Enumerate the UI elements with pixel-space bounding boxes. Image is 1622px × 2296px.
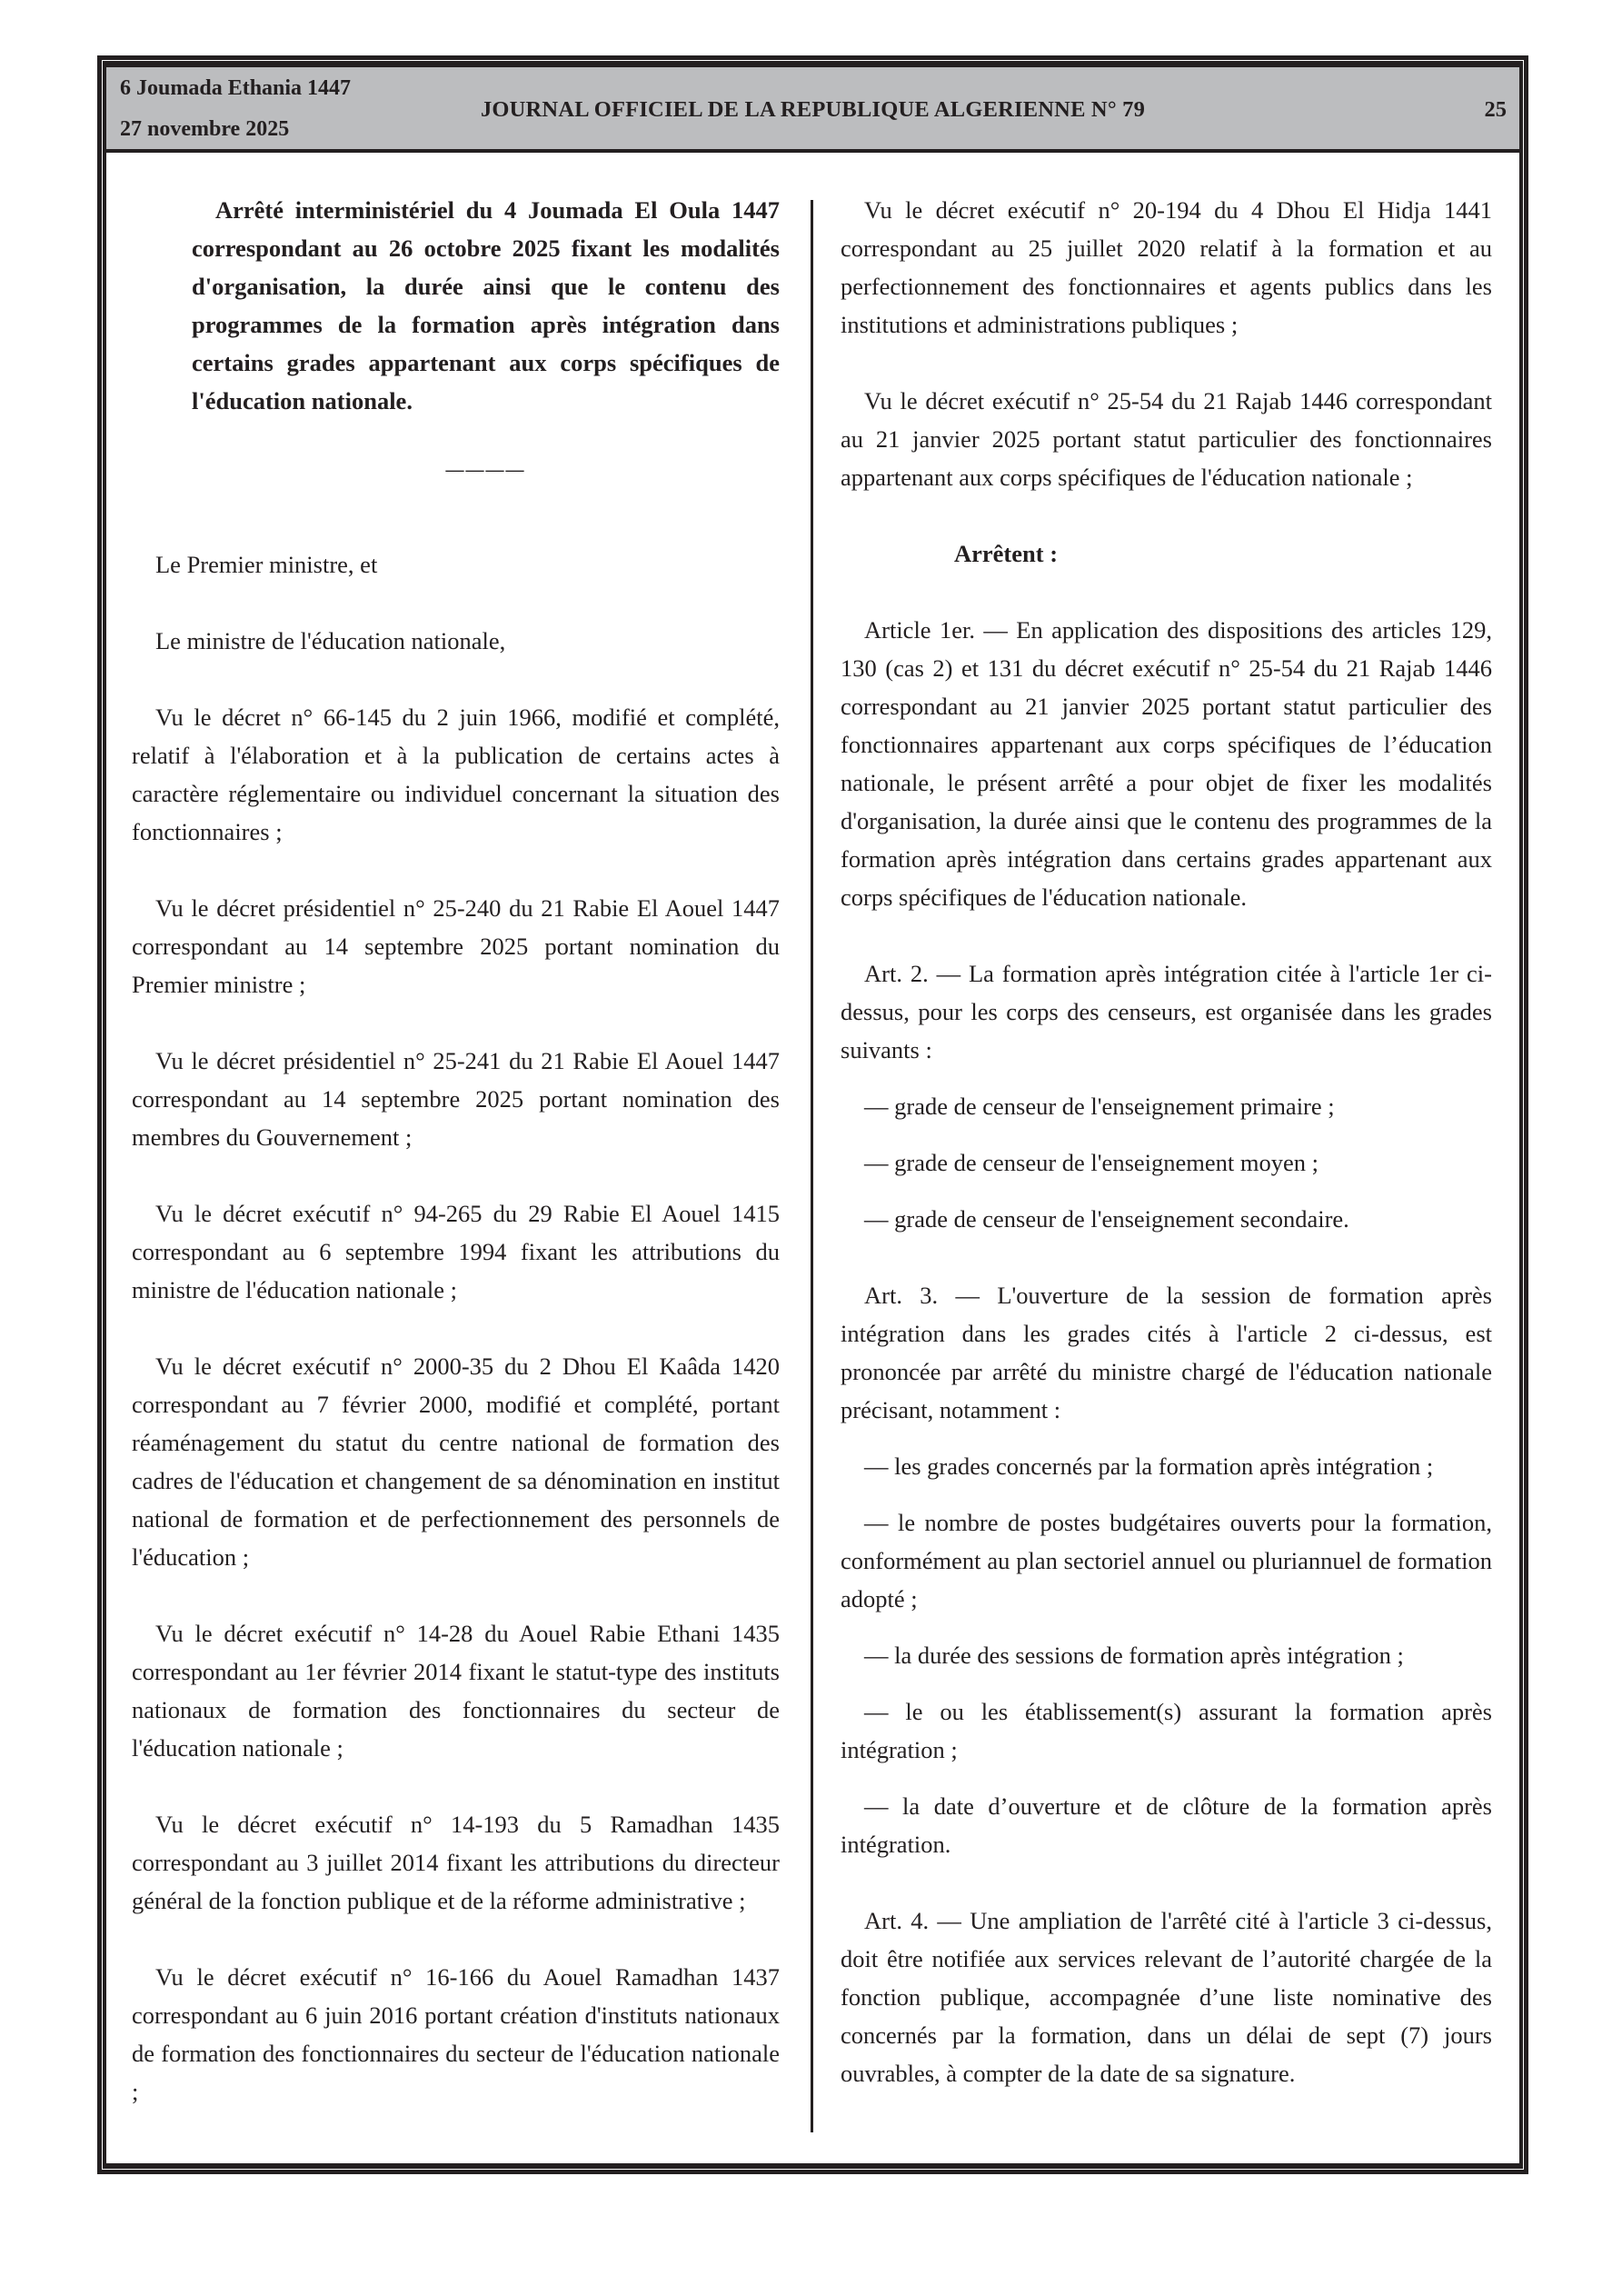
- article-4: Art. 4. — Une ampliation de l'arrêté cité à l'article 3 ci-dessus, doit être notifiée aux services relevant de l’autorité chargée de la fonction publique, accompagnée d’une liste nominative des concernés par la formation, dans un délai de sept (7) jours ouvrables, à compter de la date de sa signature.: [841, 1907, 1492, 2087]
- paragraph-preamble-2: Le ministre de l'éducation nationale,: [155, 627, 506, 654]
- article-2-intro: Art. 2. — La formation après intégration citée à l'article 1er ci-dessus, pour les corps des censeurs, est organisée dans les grades suivants :: [841, 960, 1492, 1063]
- visa-paragraph: Vu le décret exécutif n° 25-54 du 21 Rajab 1446 correspondant au 21 janvier 2025 portant statut particulier des fonctionnaires appartenant aux corps spécifiques de l'éducation nationale ;: [841, 387, 1492, 491]
- header-gregorian-date: 27 novembre 2025: [120, 117, 290, 141]
- page-number: 25: [1484, 97, 1507, 122]
- right-column: [841, 191, 1492, 2131]
- article-3-list-item: — le ou les établissement(s) assurant la formation après intégration ;: [841, 1698, 1492, 1763]
- visa-paragraph: Vu le décret n° 66-145 du 2 juin 1966, modifié et complété, relatif à l'élaboration et à la publication de certains actes à caractère réglementaire ou individuel concernant la situation des fonctionnaires ;: [132, 704, 780, 845]
- visa-paragraph: Vu le décret exécutif n° 16-166 du Aouel Ramadhan 1437 correspondant au 6 juin 2016 portant création d'instituts nationaux de formation des fonctionnaires du secteur de l'éducation nationale ;: [132, 1963, 780, 2105]
- article-3-list-item: — la date d’ouverture et de clôture de la formation après intégration.: [841, 1792, 1492, 1858]
- arretent-heading: Arrêtent :: [954, 540, 1059, 567]
- page-header: [106, 63, 1519, 153]
- article-2-list-item: — grade de censeur de l'enseignement secondaire.: [864, 1205, 1349, 1233]
- visa-paragraph: Vu le décret exécutif n° 14-193 du 5 Ramadhan 1435 correspondant au 3 juillet 2014 fixant les attributions du directeur général de la fonction publique et de la réforme administrative ;: [132, 1811, 780, 1914]
- title-separator: ————: [445, 460, 526, 480]
- article-3-intro: Art. 3. — L'ouverture de la session de formation après intégration dans les grades cités à l'article 2 ci-dessus, est prononcée par arrêté du ministre chargé de l'éducation nationale précisant, notamment :: [841, 1282, 1492, 1423]
- column-divider: [811, 200, 813, 2132]
- header-hijri-date: 6 Joumada Ethania 1447: [120, 76, 352, 100]
- visa-paragraph: Vu le décret exécutif n° 20-194 du 4 Dhou El Hidja 1441 correspondant au 25 juillet 2020 relatif à la formation et au perfectionnement des fonctionnaires et agents publics dans les institutions et administrations publiques ;: [841, 196, 1492, 338]
- article-2-list-item: — grade de censeur de l'enseignement moyen ;: [864, 1149, 1318, 1176]
- paragraph-preamble-1: Le Premier ministre, et: [155, 551, 378, 578]
- visa-paragraph: Vu le décret présidentiel n° 25-241 du 21 Rabie El Aouel 1447 correspondant au 14 septembre 2025 portant nomination des membres du Gouvernement ;: [132, 1047, 780, 1151]
- visa-paragraph: Vu le décret exécutif n° 14-28 du Aouel Rabie Ethani 1435 correspondant au 1er février 2014 fixant le statut-type des instituts nationaux de formation des fonctionnaires du secteur de l'éducation nationale ;: [132, 1620, 780, 1762]
- article-3-list-item: — le nombre de postes budgétaires ouverts pour la formation, conformément au plan sectoriel annuel ou pluriannuel de formation adopté ;: [841, 1509, 1492, 1612]
- visa-paragraph: Vu le décret présidentiel n° 25-240 du 21 Rabie El Aouel 1447 correspondant au 14 septembre 2025 portant nomination du Premier ministre ;: [132, 894, 780, 998]
- article-1: Article 1er. — En application des dispositions des articles 129, 130 (cas 2) et 131 du décret exécutif n° 25-54 du 21 Rajab 1446 correspondant au 21 janvier 2025 portant statut particulier des fonctionnaires appartenant aux corps spécifiques de l’éducation nationale, le présent arrêté a pour objet de fixer les modalités d'organisation, la durée ainsi que le contenu des programmes de la formation après intégration dans certains grades appartenant aux corps spécifiques de l'éducation nationale.: [841, 616, 1492, 911]
- visa-paragraph: Vu le décret exécutif n° 2000-35 du 2 Dhou El Kaâda 1420 correspondant au 7 février 2000, modifié et complété, portant réaménagement du statut du centre national de formation des cadres de l'éducation et changement de sa dénomination en institut national de formation et de perfectionnement des personnels de l'éducation ;: [132, 1353, 780, 1571]
- article-3-list-item: — la durée des sessions de formation après intégration ;: [864, 1642, 1404, 1669]
- decree-title: Arrêté interministériel du 4 Joumada El Oula 1447 correspondant au 26 octobre 2025 fixant les modalités d'organisation, la durée ainsi que le contenu des programmes de la formation après intégration dans certains grades appartenant aux corps spécifiques de l'éducation nationale.: [192, 196, 780, 414]
- left-column: [132, 191, 780, 2149]
- visa-paragraph: Vu le décret exécutif n° 94-265 du 29 Rabie El Aouel 1415 correspondant au 6 septembre 1994 fixant les attributions du ministre de l'éducation nationale ;: [132, 1200, 780, 1303]
- article-3-list-item: — les grades concernés par la formation après intégration ;: [864, 1452, 1434, 1480]
- journal-title: JOURNAL OFFICIEL DE LA REPUBLIQUE ALGERIENNE N° 79: [480, 97, 1146, 122]
- article-2-list-item: — grade de censeur de l'enseignement primaire ;: [864, 1093, 1335, 1120]
